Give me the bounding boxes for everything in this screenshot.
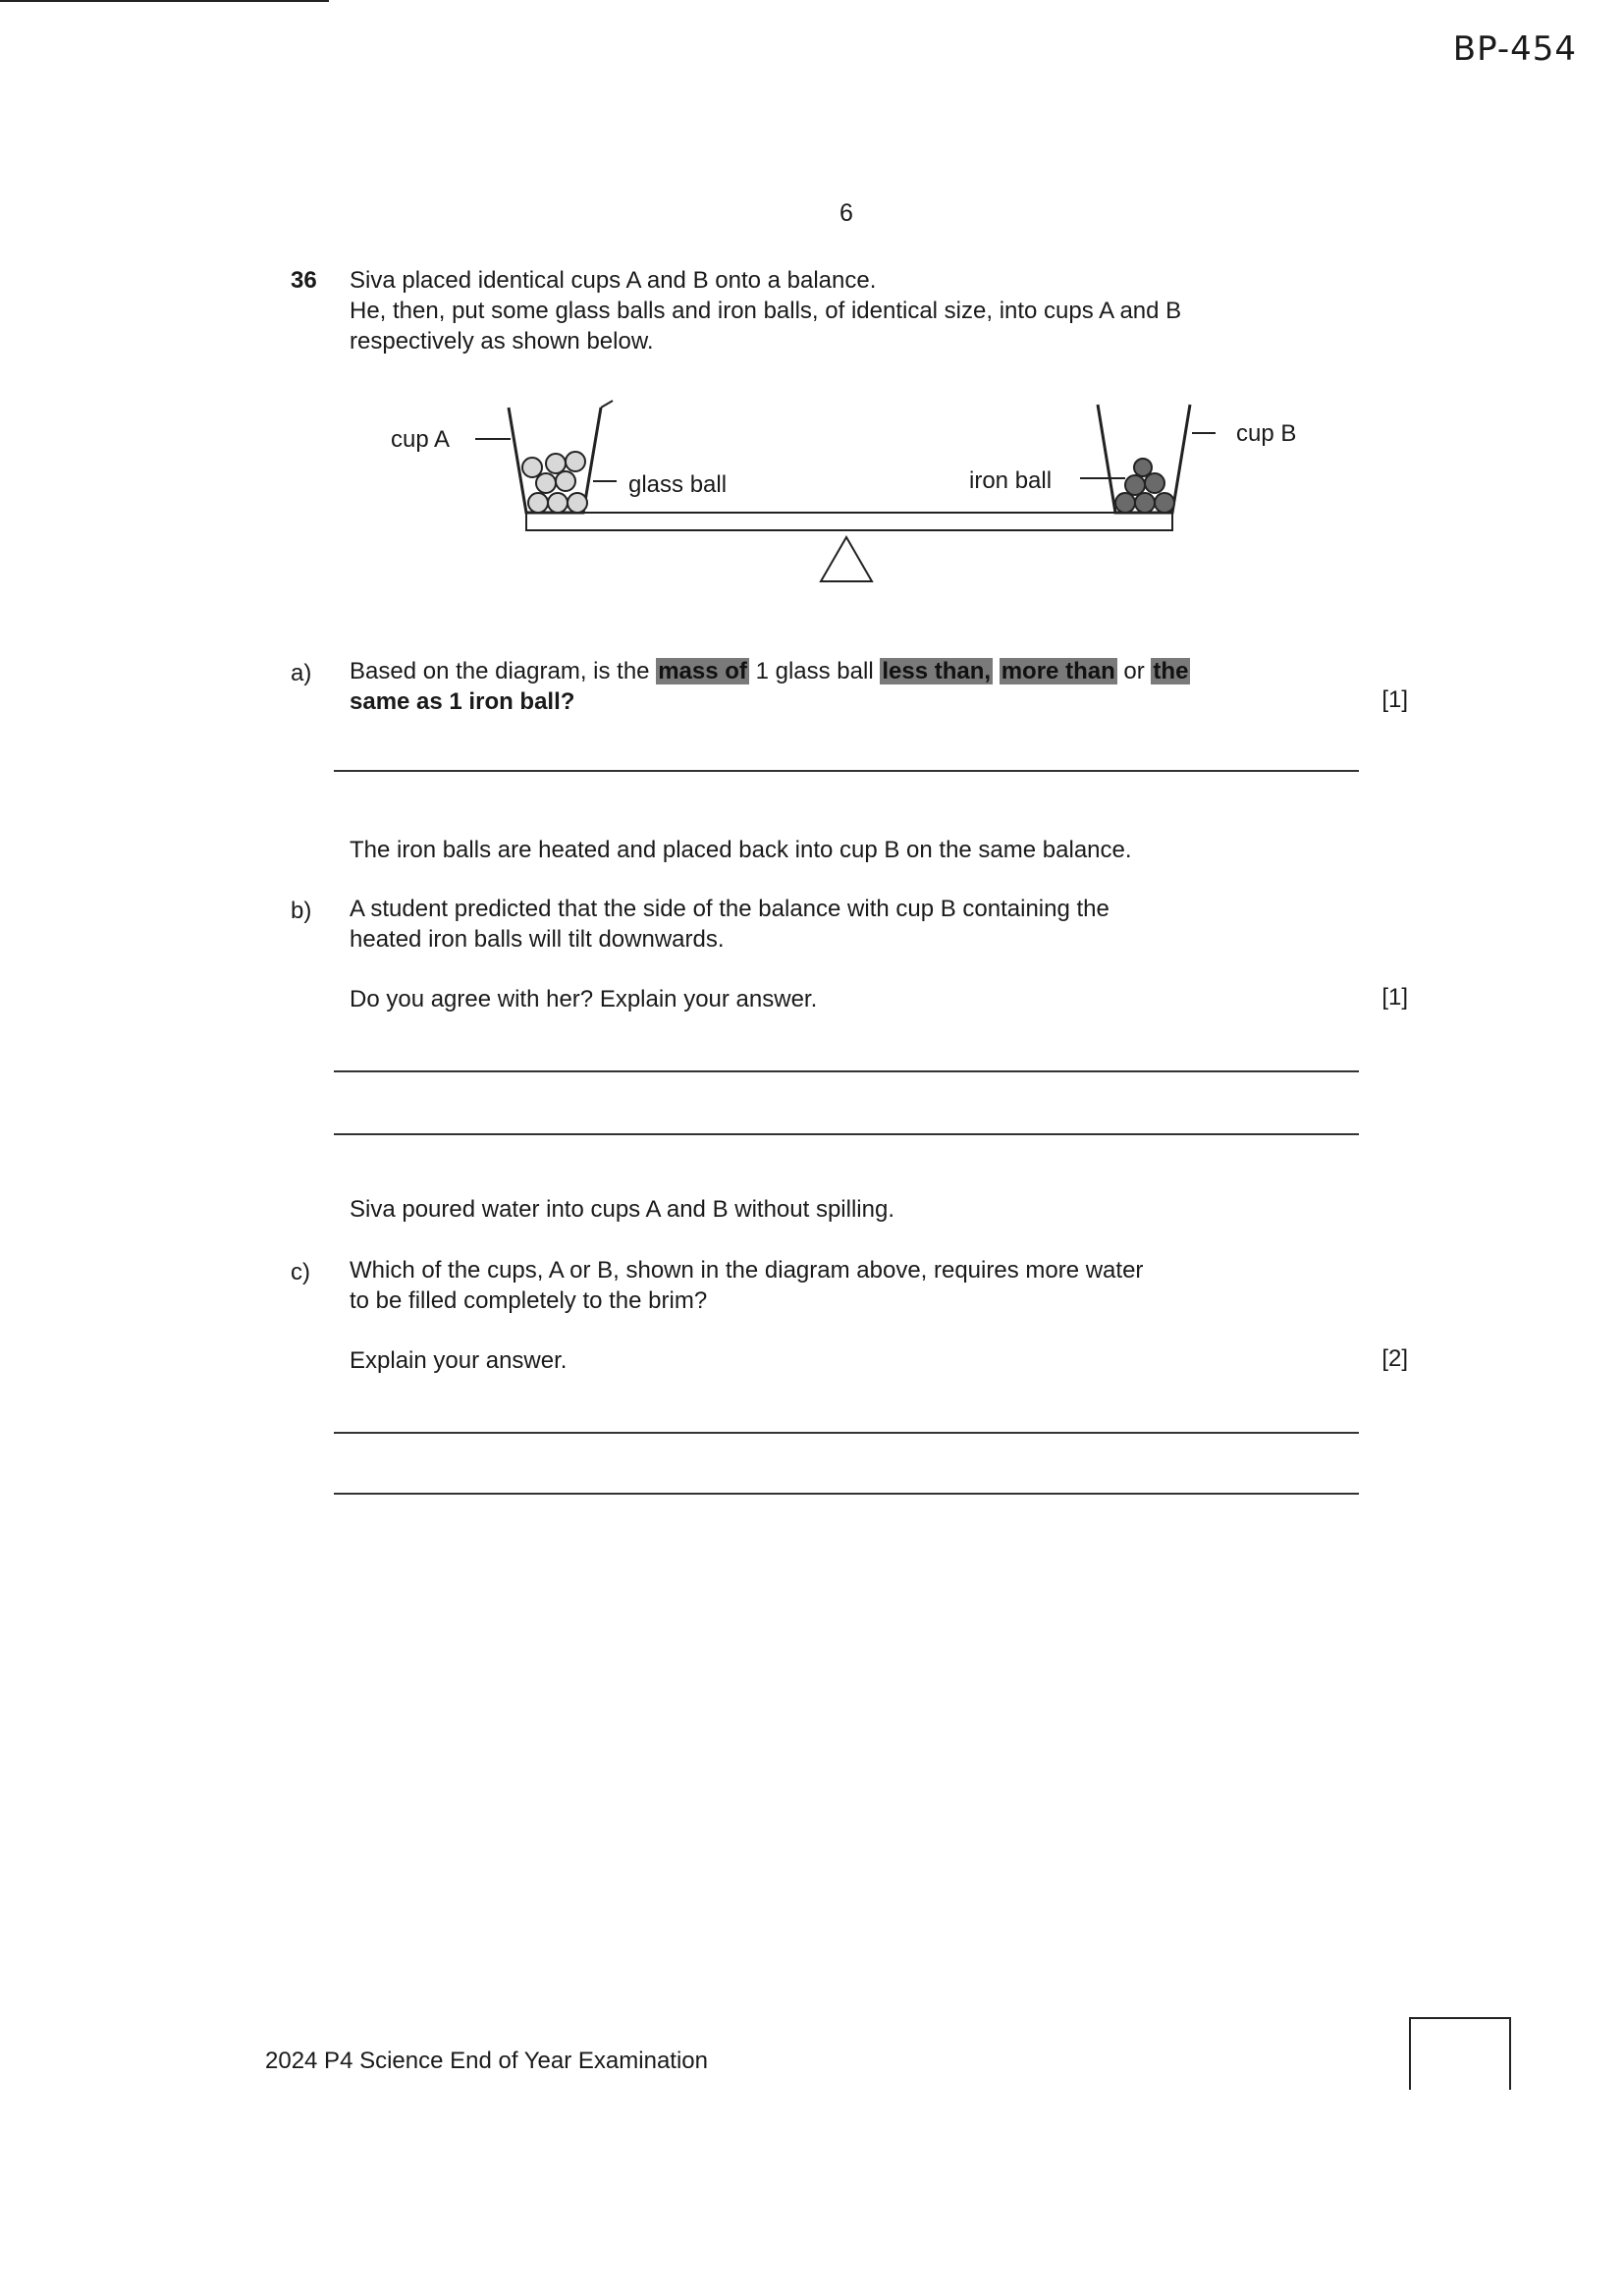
part-a-marks: [1] bbox=[1381, 686, 1408, 713]
question-intro-line-1: Siva placed identical cups A and B onto a balance. bbox=[350, 267, 877, 294]
part-b-question: Do you agree with her? Explain your answer. bbox=[350, 986, 818, 1012]
paper-code: BP-454 bbox=[1452, 29, 1577, 69]
balance-beam bbox=[526, 513, 1172, 530]
balance-fulcrum bbox=[821, 537, 872, 581]
part-b-letter: b) bbox=[291, 898, 312, 924]
part-c-line-2: to be filled completely to the brim? bbox=[350, 1287, 708, 1314]
glass-ball-label: glass ball bbox=[628, 471, 728, 498]
cup-b-label: cup B bbox=[1236, 420, 1297, 447]
part-a-question-line-1 bbox=[350, 656, 1190, 686]
part-c-question: Explain your answer. bbox=[350, 1347, 568, 1374]
iron-ball-label: iron ball bbox=[969, 467, 1053, 494]
marks-box bbox=[1409, 2017, 1511, 2090]
part-a-highlight-less-than: less than, bbox=[882, 658, 992, 684]
part-a-highlight-mass-of: mass of bbox=[658, 658, 747, 684]
iron-balls bbox=[1115, 459, 1174, 513]
part-a-text-2: 1 glass ball bbox=[755, 658, 874, 684]
part-a-text-3: or bbox=[1123, 658, 1145, 684]
part-a-highlight-the: the bbox=[1153, 658, 1189, 684]
part-a-letter: a) bbox=[291, 660, 312, 686]
cup-a-label: cup A bbox=[391, 426, 451, 453]
answer-line-b-1[interactable] bbox=[334, 1070, 1359, 1072]
answer-line-a[interactable] bbox=[334, 770, 1359, 772]
part-b-line-1: A student predicted that the side of the balance with cup B containing the bbox=[350, 896, 1110, 922]
part-c-letter: c) bbox=[291, 1259, 310, 1285]
part-c-line-1: Which of the cups, A or B, shown in the diagram above, requires more water bbox=[350, 1257, 1144, 1284]
part-b-marks: [1] bbox=[1381, 984, 1408, 1011]
part-a-question-line-2: same as 1 iron ball? bbox=[350, 688, 575, 715]
statement-b: The iron balls are heated and placed back into cup B on the same balance. bbox=[350, 837, 1132, 863]
answer-line-c-2[interactable] bbox=[334, 1493, 1359, 1495]
question-intro-line-2: He, then, put some glass balls and iron balls, of identical size, into cups A and B bbox=[350, 298, 1182, 324]
part-a-highlight-more-than: more than bbox=[1001, 658, 1115, 684]
part-a-text-1: Based on the diagram, is the bbox=[350, 658, 650, 684]
question-number: 36 bbox=[291, 267, 317, 294]
part-c-marks: [2] bbox=[1381, 1345, 1408, 1372]
answer-line-c-1[interactable] bbox=[334, 1432, 1359, 1434]
question-intro-line-3: respectively as shown below. bbox=[350, 328, 654, 355]
statement-c: Siva poured water into cups A and B without spilling. bbox=[350, 1196, 894, 1223]
glass-balls bbox=[522, 452, 587, 513]
footer-title: 2024 P4 Science End of Year Examination bbox=[265, 2048, 708, 2074]
page-number: 6 bbox=[839, 199, 853, 227]
part-b-line-2: heated iron balls will tilt downwards. bbox=[350, 926, 725, 953]
answer-line-b-2[interactable] bbox=[334, 1133, 1359, 1135]
